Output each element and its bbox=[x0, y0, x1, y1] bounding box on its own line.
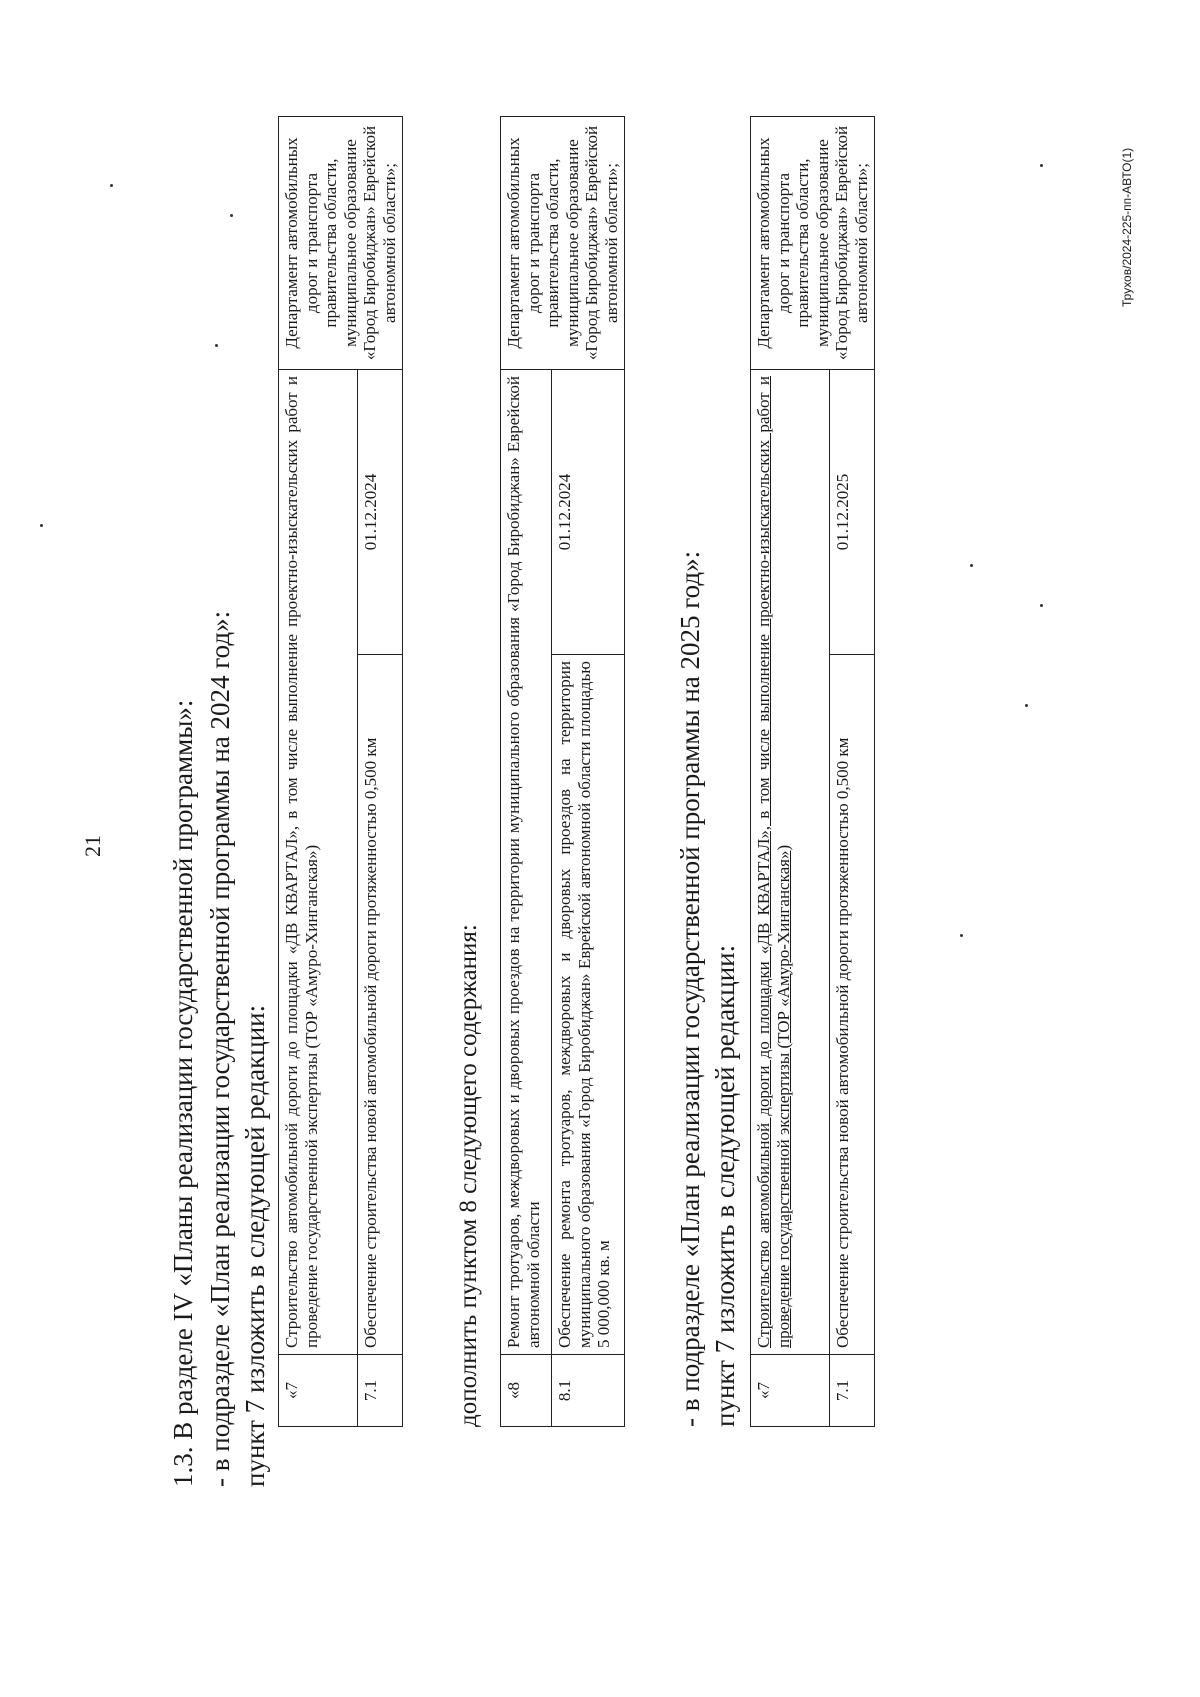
scan-speck bbox=[970, 564, 973, 567]
row-date: 01.12.2025 bbox=[829, 370, 874, 655]
row-text: Ремонт тротуаров, междворовых и дворовых проездов на территории муниципального образования «Город Биробиджан» Еврейской автономной области bbox=[501, 370, 552, 1355]
row-date: 01.12.2024 bbox=[552, 370, 625, 655]
scan-speck bbox=[1040, 164, 1043, 167]
scan-speck bbox=[110, 184, 113, 187]
row-text: Строительство автомобильной дороги до площадки «ДВ КВАРТАЛ», в том числе выполнение проектно-изыскательских работ и проведение государственной экспертизы (ТОР «Амуро-Хинганская») bbox=[751, 370, 830, 1355]
section2-line-1: - в подразделе «План реализации государственной программы на 2025 год»: bbox=[675, 550, 705, 1427]
plan-table-2024-item-8 bbox=[500, 116, 625, 1427]
scan-speck bbox=[1025, 704, 1028, 707]
scan-speck bbox=[40, 524, 43, 527]
responsible-cell: Департамент автомобильных дорог и транспорта правительства области, муниципальное образование «Город Биробиджан» Еврейской автономной области»; bbox=[501, 117, 625, 370]
row-text: Обеспечение ремонта тротуаров, междворовых и дворовых проездов на территории муниципального образования «Город Биробиджан» Еврейской автономной области площадью 5 000,000 кв. м bbox=[552, 655, 625, 1355]
row-text: Строительство автомобильной дороги до площадки «ДВ КВАРТАЛ», в том числе выполнение проектно-изыскательских работ и проведение государственной экспертизы (ТОР «Амуро-Хинганская») bbox=[279, 370, 358, 1355]
heading-line-2: - в подразделе «План реализации государственной программы на 2024 год»: bbox=[205, 610, 235, 1487]
table-row bbox=[751, 117, 830, 1427]
footer-reference: Трухов/2024-225-пп-АВТО(1) bbox=[1120, 147, 1134, 307]
scan-speck bbox=[960, 934, 963, 937]
table-row bbox=[279, 117, 358, 1427]
row-number: «7 bbox=[751, 1355, 830, 1427]
row-number: «7 bbox=[279, 1355, 358, 1427]
row-text: Обеспечение строительства новой автомобильной дороги протяженностью 0,500 км bbox=[829, 655, 874, 1355]
row-number: «8 bbox=[501, 1355, 552, 1427]
row-number: 7.1 bbox=[357, 1355, 402, 1427]
page-number: 21 bbox=[80, 835, 105, 857]
row-date: 01.12.2024 bbox=[357, 370, 402, 655]
plan-table-2024-item-7 bbox=[278, 116, 403, 1427]
heading-line-1: 1.3. В разделе IV «Планы реализации государственной программы»: bbox=[168, 699, 198, 1487]
table-row bbox=[501, 117, 552, 1427]
heading-line-3: пункт 7 изложить в следующей редакции: bbox=[240, 1004, 270, 1487]
plan-table-2025-item-7 bbox=[750, 116, 875, 1427]
section2-line-2: пункт 7 изложить в следующей редакции: bbox=[710, 944, 740, 1427]
row-text: Обеспечение строительства новой автомобильной дороги протяженностью 0,500 км bbox=[357, 655, 402, 1355]
row-number: 8.1 bbox=[552, 1355, 625, 1427]
scan-speck bbox=[230, 214, 233, 217]
add-item-text: дополнить пунктом 8 следующего содержания: bbox=[455, 924, 482, 1427]
row-number: 7.1 bbox=[829, 1355, 874, 1427]
scan-speck bbox=[1040, 604, 1043, 607]
responsible-cell: Департамент автомобильных дорог и транспорта правительства области, муниципальное образование «Город Биробиджан» Еврейской автономной области»; bbox=[279, 117, 403, 370]
responsible-cell: Департамент автомобильных дорог и транспорта правительства области, муниципальное образование «Город Биробиджан» Еврейской автономной области»; bbox=[751, 117, 875, 370]
scan-speck bbox=[215, 344, 218, 347]
